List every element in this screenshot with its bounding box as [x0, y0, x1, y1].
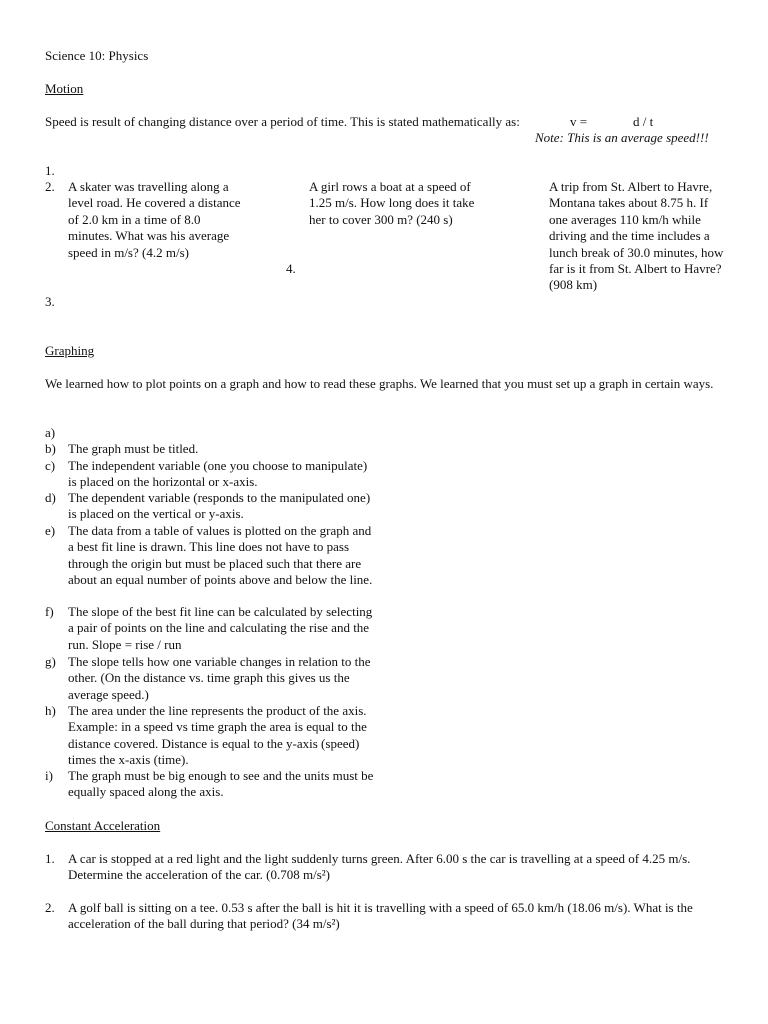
item-text: The area under the line represents the product of the axis. Example: in a speed vs time graph the area is equal to the distance covered. Distance is equal to the y-axis (speed) times the x-axis (time).	[68, 703, 367, 768]
graphing-item-i	[45, 768, 375, 801]
acceleration-problem-2	[45, 900, 725, 933]
graphing-heading: Graphing	[45, 343, 95, 358]
formula-rhs: d / t	[633, 114, 654, 129]
item-label: g)	[45, 654, 56, 669]
motion-problem-skater: A skater was travelling along a level road. He covered a distance of 2.0 km in a time of 8.0 minutes. What was his average speed in m/s? (4.2 m/s)	[68, 179, 241, 260]
graphing-item-g	[45, 654, 375, 703]
item-label: a)	[45, 425, 56, 440]
graphing-item-d	[45, 490, 375, 523]
problem-number-1: 1.	[45, 163, 55, 178]
graphing-item-f	[45, 604, 375, 653]
graphing-item-h	[45, 703, 375, 769]
item-text: The dependent variable (responds to the manipulated one) is placed on the vertical or y-axis.	[68, 490, 371, 522]
motion-problem-trip: A trip from St. Albert to Havre, Montana takes about 8.75 h. If one averages 110 km/h while driving and the time includes a lunch break of 30.0 minutes, how far is it from St. Albert to Havre? (908 km)	[549, 179, 724, 293]
motion-heading: Motion	[45, 81, 84, 96]
item-text: The slope of the best fit line can be calculated by selecting a pair of points on the line and calculating the rise and the run. Slope = rise / run	[68, 604, 373, 652]
problem-number-3: 3.	[45, 294, 55, 309]
page-title: Science 10: Physics	[45, 48, 149, 63]
item-label: f)	[45, 604, 54, 619]
graphing-item-c	[45, 458, 375, 491]
item-text: The graph must be titled.	[68, 441, 199, 456]
item-text: A golf ball is sitting on a tee. 0.53 s after the ball is hit it is travelling with a speed of 65.0 km/h (18.06 m/s). What is the acceleration of the ball during that period? (34 m/s²)	[68, 900, 693, 932]
item-label: i)	[45, 768, 53, 783]
item-text: The independent variable (one you choose to manipulate) is placed on the horizontal or x-axis.	[68, 458, 368, 490]
item-text: The data from a table of values is plotted on the graph and a best fit line is drawn. This line does not have to pass through the origin but must be placed such that there are about an equal number of points above and below the line.	[68, 523, 373, 588]
item-label: h)	[45, 703, 56, 718]
item-text: A car is stopped at a red light and the light suddenly turns green. After 6.00 s the car is travelling at a speed of 4.25 m/s. Determine the acceleration of the car. (0.708 m/s²)	[68, 851, 691, 883]
graphing-item-e	[45, 523, 375, 589]
acceleration-problem-1	[45, 851, 725, 884]
graphing-intro: We learned how to plot points on a graph and how to read these graphs. We learned that you must set up a graph in certain ways.	[45, 376, 714, 391]
graphing-item-b	[45, 441, 375, 457]
item-label: c)	[45, 458, 56, 473]
item-label: b)	[45, 441, 56, 456]
item-label: 1.	[45, 851, 55, 866]
item-label: e)	[45, 523, 56, 538]
item-label: 2.	[45, 900, 55, 915]
problem-number-4: 4.	[286, 261, 296, 276]
formula-lhs: v =	[570, 114, 588, 129]
problem-number-2: 2.	[45, 179, 55, 194]
motion-intro: Speed is result of changing distance over a period of time. This is stated mathematically as:	[45, 114, 520, 129]
motion-problem-boat: A girl rows a boat at a speed of 1.25 m/s. How long does it take her to cover 300 m? (240 s)	[309, 179, 475, 227]
acceleration-heading: Constant Acceleration	[45, 818, 161, 833]
item-label: d)	[45, 490, 56, 505]
item-text: The slope tells how one variable changes in relation to the other. (On the distance vs. time graph this gives us the average speed.)	[68, 654, 371, 702]
average-speed-note: Note: This is an average speed!!!	[535, 130, 709, 145]
item-text: The graph must be big enough to see and the units must be equally spaced along the axis.	[68, 768, 374, 800]
